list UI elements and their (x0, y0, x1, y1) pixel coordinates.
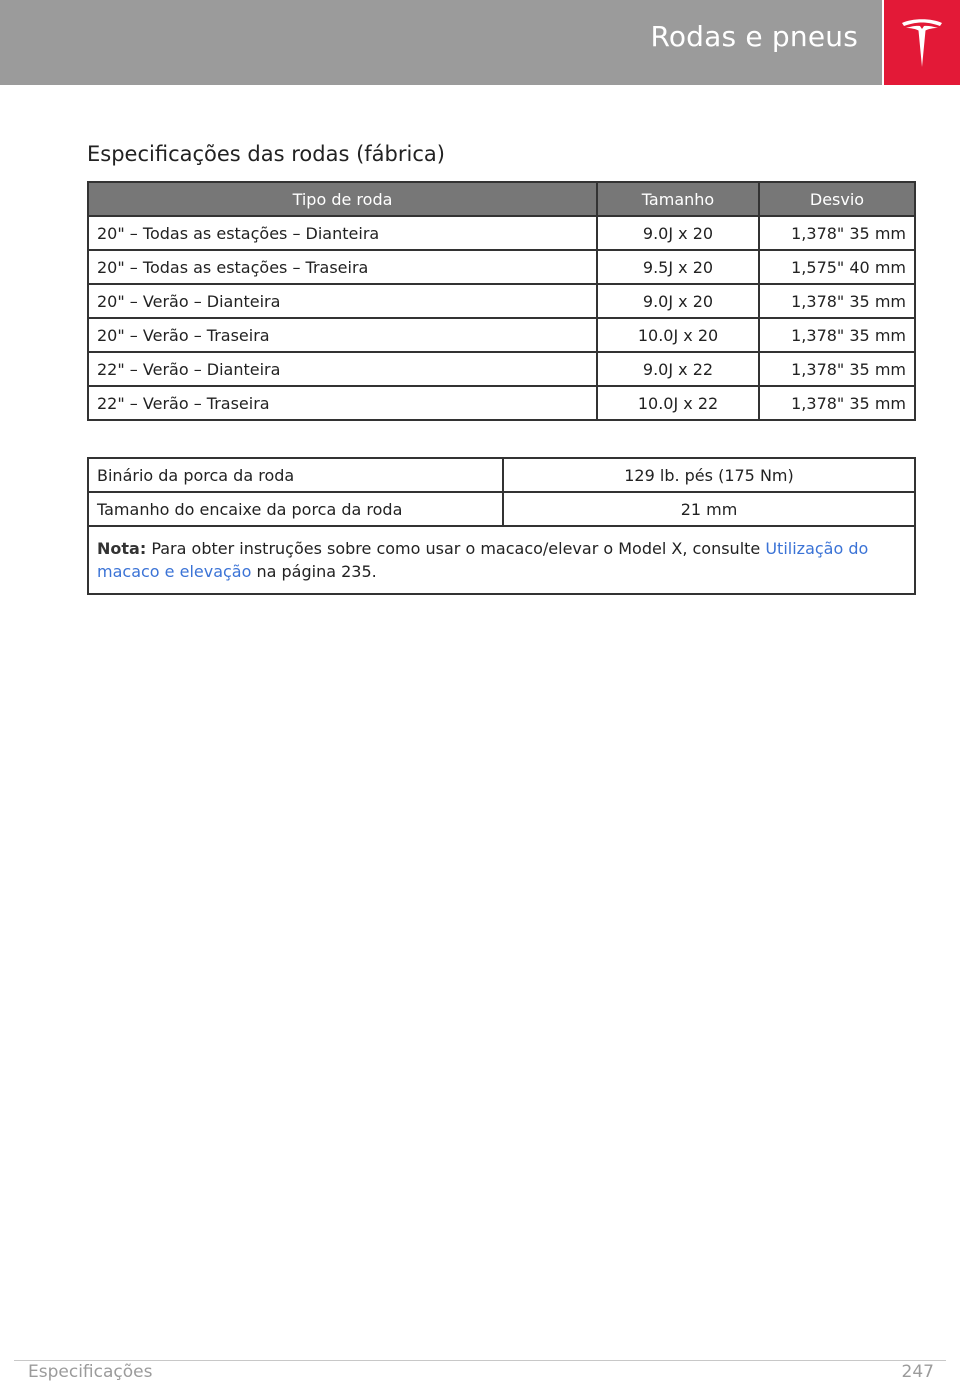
lug-nut-spec-table (87, 457, 916, 595)
cell-wheel-type: 20" – Verão – Traseira (88, 318, 597, 352)
cell-size: 9.5J x 20 (597, 250, 759, 284)
cell-offset: 1,378" 35 mm (759, 386, 915, 420)
table-row (88, 386, 915, 420)
table-header-row (88, 182, 915, 216)
cell-spec-value: 21 mm (503, 492, 915, 526)
section-title: Especificações das rodas (fábrica) (87, 142, 445, 166)
table-row (88, 492, 915, 526)
cell-spec-label: Tamanho do encaixe da porca da roda (88, 492, 503, 526)
table-row (88, 352, 915, 386)
note-row (88, 526, 915, 594)
brand-logo (884, 0, 960, 85)
cell-size: 9.0J x 20 (597, 216, 759, 250)
cell-offset: 1,378" 35 mm (759, 216, 915, 250)
cell-offset: 1,378" 35 mm (759, 284, 915, 318)
cell-offset: 1,378" 35 mm (759, 352, 915, 386)
cell-size: 9.0J x 22 (597, 352, 759, 386)
footer-section-name: Especificações (28, 1362, 153, 1382)
cell-offset: 1,575" 40 mm (759, 250, 915, 284)
cell-spec-value: 129 lb. pés (175 Nm) (503, 458, 915, 492)
footer-divider (14, 1360, 946, 1361)
cell-wheel-type: 20" – Verão – Dianteira (88, 284, 597, 318)
table-row (88, 250, 915, 284)
jacking-lifting-link[interactable]: Utilização do macaco e elevação (97, 539, 869, 581)
cell-offset: 1,378" 35 mm (759, 318, 915, 352)
note-text: Para obter instruções sobre como usar o macaco/elevar o Model X, consulte (146, 539, 766, 558)
tesla-t-logo-icon (900, 15, 944, 71)
note-text-end: na página 235. (251, 562, 377, 581)
column-header-wheel-type: Tipo de roda (88, 182, 597, 216)
note-label: Nota: (97, 539, 147, 558)
column-header-size: Tamanho (597, 182, 759, 216)
page-title: Rodas e pneus (650, 20, 858, 53)
cell-wheel-type: 20" – Todas as estações – Dianteira (88, 216, 597, 250)
table-row (88, 216, 915, 250)
cell-size: 10.0J x 22 (597, 386, 759, 420)
cell-size: 9.0J x 20 (597, 284, 759, 318)
cell-spec-label: Binário da porca da roda (88, 458, 503, 492)
table-row (88, 318, 915, 352)
note-cell (88, 526, 915, 594)
footer-page-number: 247 (901, 1362, 934, 1382)
column-header-offset: Desvio (759, 182, 915, 216)
wheel-spec-table (87, 181, 916, 421)
cell-size: 10.0J x 20 (597, 318, 759, 352)
table-row (88, 284, 915, 318)
header-bar (0, 0, 882, 85)
cell-wheel-type: 22" – Verão – Traseira (88, 386, 597, 420)
cell-wheel-type: 22" – Verão – Dianteira (88, 352, 597, 386)
table-row (88, 458, 915, 492)
cell-wheel-type: 20" – Todas as estações – Traseira (88, 250, 597, 284)
